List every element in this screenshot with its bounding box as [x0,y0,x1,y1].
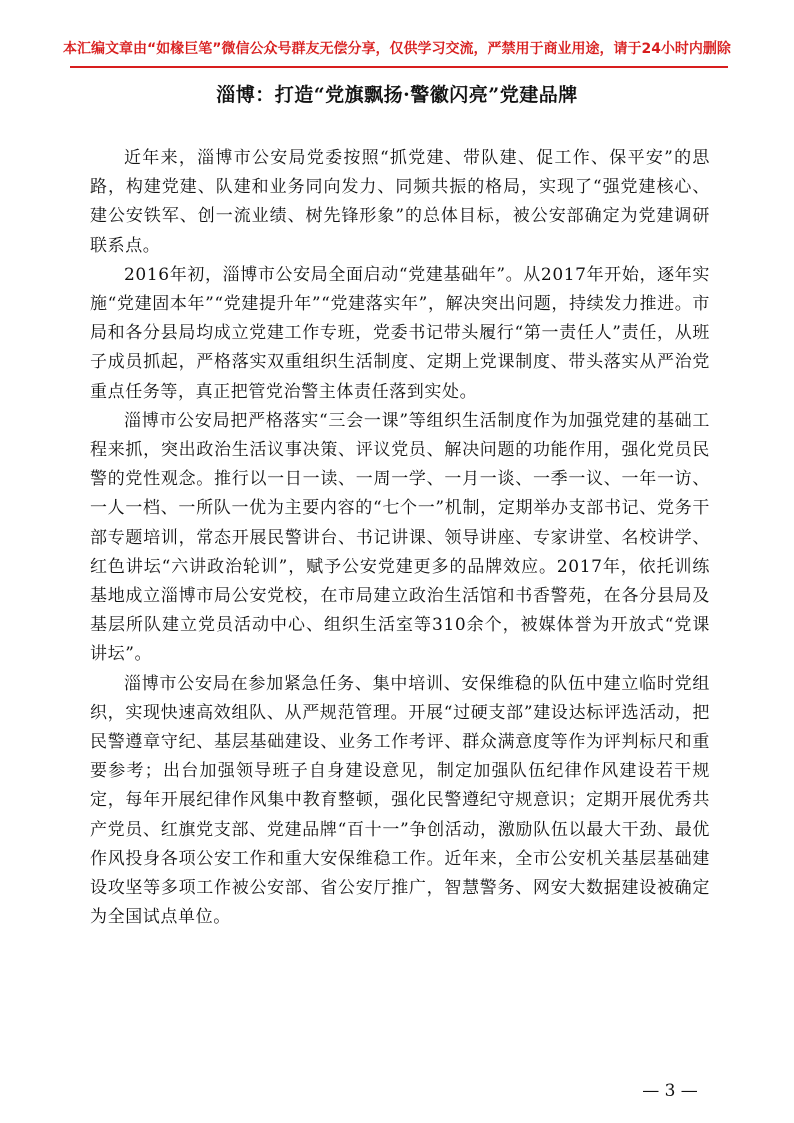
article-body [90,144,710,932]
paragraph-4: 淄博市公安局在参加紧急任务、集中培训、安保维稳的队伍中建立临时党组织，实现快速高效组队、从严规范管理。开展“过硬支部”建设达标评选活动，把民警遵章守纪、基层基础建设、业务工作考评、群众满意度等作为评判标尺和重要参考；出台加强领导班子自身建设意见，制定加强队伍纪律作风建设若干规定，每年开展纪律作风集中教育整顿，强化民警遵纪守规意识；定期开展优秀共产党员、红旗党支部、党建品牌“百十一”争创活动，激励队伍以最大干劲、最优作风投身各项公安工作和重大安保维稳工作。近年来，全市公安机关基层基础建设攻坚等多项工作被公安部、省公安厅推广，智慧警务、网安大数据建设被确定为全国试点单位。 [90,673,710,928]
article-title: 淄博：打造“党旗飘扬·警徽闪亮”党建品牌 [216,84,578,106]
paragraph-2: 2016年初，淄博市公安局全面启动“党建基础年”。从2017年开始，逐年实施“党建固本年”“党建提升年”“党建落实年”，解决突出问题，持续发力推进。市局和各分县局均成立党建工作专班，党委书记带头履行“第一责任人”责任，从班子成员抓起，严格落实双重组织生活制度、定期上党课制度、带头落实从严治党重点任务等，真正把管党治警主体责任落到实处。 [90,264,710,402]
paragraph-3: 淄博市公安局把严格落实“三会一课”等组织生活制度作为加强党建的基础工程来抓，突出政治生活议事决策、评议党员、解决问题的功能作用，强化党员民警的党性观念。推行以一日一读、一周一学、一月一谈、一季一议、一年一访、一人一档、一所队一优为主要内容的“七个一”机制，定期举办支部书记、党务干部专题培训，常态开展民警讲台、书记讲课、领导讲座、专家讲堂、名校讲学、红色讲坛“六讲政治轮训”，赋予公安党建更多的品牌效应。2017年，依托训练基地成立淄博市局公安党校，在市局建立政治生活馆和书香警苑，在各分县局及基层所队建立党员活动中心、组织生活室等310余个，被媒体誉为开放式“党课讲坛”。 [90,410,710,665]
page-number: — 3 — [642,1081,698,1101]
paragraph-1: 近年来，淄博市公安局党委按照“抓党建、带队建、促工作、保平安”的思路，构建党建、队建和业务同向发力、同频共振的格局，实现了“强党建核心、建公安铁军、创一流业绩、树先锋形象”的总体目标，被公安部确定为党建调研联系点。 [90,148,710,256]
copyright-banner: 本汇编文章由“如椽巨笔”微信公众号群友无偿分享，仅供学习交流，严禁用于商业用途，请于24小时内删除 [63,41,731,57]
red-header-rule [70,66,728,68]
